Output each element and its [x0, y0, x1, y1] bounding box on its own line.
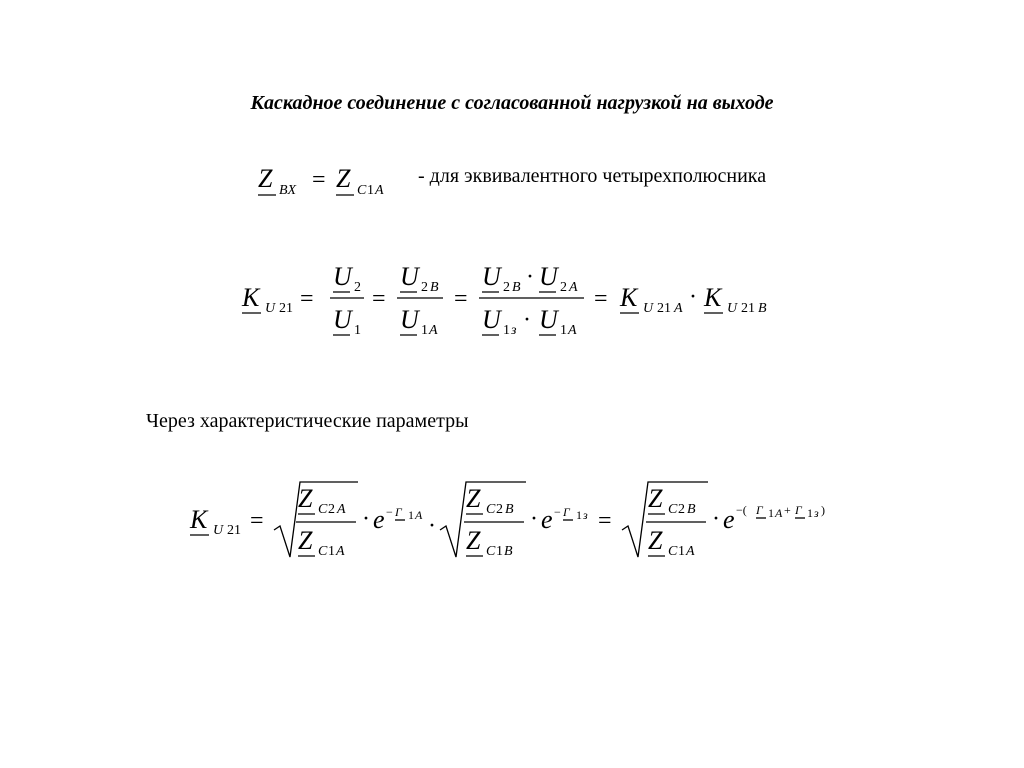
- svg-text:=: =: [454, 286, 468, 312]
- svg-text:e: e: [373, 505, 385, 534]
- svg-text:Z: Z: [336, 164, 351, 193]
- svg-text:A: A: [336, 544, 345, 559]
- svg-text:·: ·: [523, 307, 531, 333]
- svg-text:): ): [821, 503, 825, 517]
- svg-text:1: 1: [328, 544, 335, 559]
- svg-text:K: K: [190, 505, 208, 534]
- svg-text:=: =: [300, 286, 314, 312]
- svg-text:U: U: [727, 301, 738, 316]
- svg-text:·: ·: [428, 513, 436, 539]
- svg-text:A: A: [415, 508, 423, 522]
- svg-text:=: =: [250, 508, 264, 534]
- svg-text:A: A: [686, 544, 695, 559]
- svg-text:−(: −(: [736, 503, 747, 517]
- svg-text:2: 2: [496, 502, 503, 517]
- svg-text:B: B: [430, 280, 439, 295]
- svg-text:Z: Z: [298, 484, 313, 513]
- svg-text:A: A: [568, 323, 577, 338]
- svg-text:A: A: [429, 323, 438, 338]
- svg-text:A: A: [674, 301, 683, 316]
- svg-text:K: K: [704, 283, 722, 312]
- svg-text:B: B: [758, 301, 767, 316]
- svg-text:Z: Z: [466, 484, 481, 513]
- svg-text:U: U: [333, 305, 352, 334]
- svg-text:1: 1: [807, 506, 813, 520]
- svg-text:Z: Z: [298, 526, 313, 555]
- svg-text:B: B: [687, 502, 696, 517]
- svg-text:C: C: [668, 544, 678, 559]
- svg-text:Z: Z: [466, 526, 481, 555]
- svg-text:21: 21: [741, 301, 755, 316]
- svg-text:Γ: Γ: [756, 503, 763, 517]
- svg-text:·: ·: [362, 506, 370, 532]
- svg-text:Γ: Γ: [395, 505, 402, 519]
- svg-text:A: A: [337, 502, 346, 517]
- svg-text:C: C: [357, 183, 367, 198]
- svg-text:K: K: [242, 283, 260, 312]
- svg-text:K: K: [620, 283, 638, 312]
- svg-text:з: з: [814, 506, 819, 520]
- svg-text:U: U: [400, 305, 419, 334]
- svg-text:U: U: [539, 262, 558, 291]
- equivalent-note: - для эквивалентного четырехполюсника: [418, 165, 767, 187]
- svg-text:1: 1: [503, 323, 510, 338]
- svg-text:U: U: [265, 301, 276, 316]
- svg-text:1: 1: [354, 323, 361, 338]
- svg-text:U: U: [539, 305, 558, 334]
- svg-text:U: U: [482, 305, 501, 334]
- svg-text:C: C: [486, 544, 496, 559]
- svg-text:2: 2: [328, 502, 335, 517]
- svg-text:U: U: [400, 262, 419, 291]
- svg-text:C: C: [318, 544, 328, 559]
- svg-text:·: ·: [689, 284, 697, 310]
- formula-characteristic-gain: [189, 482, 825, 559]
- svg-text:A: A: [775, 506, 783, 520]
- svg-text:=: =: [312, 167, 326, 193]
- svg-text:·: ·: [712, 506, 720, 532]
- svg-text:BX: BX: [279, 183, 297, 198]
- svg-text:C: C: [486, 502, 496, 517]
- svg-text:Γ: Γ: [563, 505, 570, 519]
- svg-text:1: 1: [768, 506, 774, 520]
- svg-text:C: C: [318, 502, 328, 517]
- svg-text:1: 1: [421, 323, 428, 338]
- svg-text:e: e: [723, 505, 735, 534]
- svg-text:2: 2: [421, 280, 428, 295]
- svg-text:21: 21: [279, 301, 293, 316]
- svg-text:U: U: [213, 523, 224, 538]
- svg-text:U: U: [482, 262, 501, 291]
- svg-text:=: =: [372, 286, 386, 312]
- svg-text:1: 1: [408, 508, 414, 522]
- svg-text:21: 21: [657, 301, 671, 316]
- svg-text:Z: Z: [648, 484, 663, 513]
- svg-text:21: 21: [227, 523, 241, 538]
- svg-text:e: e: [541, 505, 553, 534]
- svg-text:2: 2: [678, 502, 685, 517]
- svg-text:1: 1: [678, 544, 685, 559]
- svg-text:з: з: [583, 508, 588, 522]
- svg-text:−: −: [554, 505, 561, 519]
- svg-text:B: B: [504, 544, 513, 559]
- svg-text:2: 2: [354, 280, 361, 295]
- svg-text:Z: Z: [648, 526, 663, 555]
- svg-text:U: U: [643, 301, 654, 316]
- svg-text:1: 1: [576, 508, 582, 522]
- section-heading: Через характеристические параметры: [146, 410, 469, 432]
- formula-input-impedance: [258, 164, 384, 198]
- svg-text:U: U: [333, 262, 352, 291]
- svg-text:·: ·: [530, 506, 538, 532]
- svg-text:з: з: [511, 323, 517, 338]
- svg-text:B: B: [505, 502, 514, 517]
- svg-text:·: ·: [526, 264, 534, 290]
- svg-text:Γ: Γ: [795, 503, 802, 517]
- svg-text:1: 1: [496, 544, 503, 559]
- svg-text:2: 2: [560, 280, 567, 295]
- svg-text:C: C: [668, 502, 678, 517]
- svg-text:=: =: [598, 508, 612, 534]
- svg-text:A: A: [375, 183, 384, 198]
- svg-text:B: B: [512, 280, 521, 295]
- svg-text:Z: Z: [258, 164, 273, 193]
- svg-text:A: A: [569, 280, 578, 295]
- slide-title: Каскадное соединение с согласованной нагрузкой на выходе: [250, 92, 774, 114]
- svg-text:−: −: [386, 505, 393, 519]
- svg-text:1: 1: [367, 183, 374, 198]
- svg-text:+: +: [784, 503, 791, 517]
- svg-text:2: 2: [503, 280, 510, 295]
- formula-voltage-gain: [241, 262, 767, 338]
- svg-text:=: =: [594, 286, 608, 312]
- svg-text:1: 1: [560, 323, 567, 338]
